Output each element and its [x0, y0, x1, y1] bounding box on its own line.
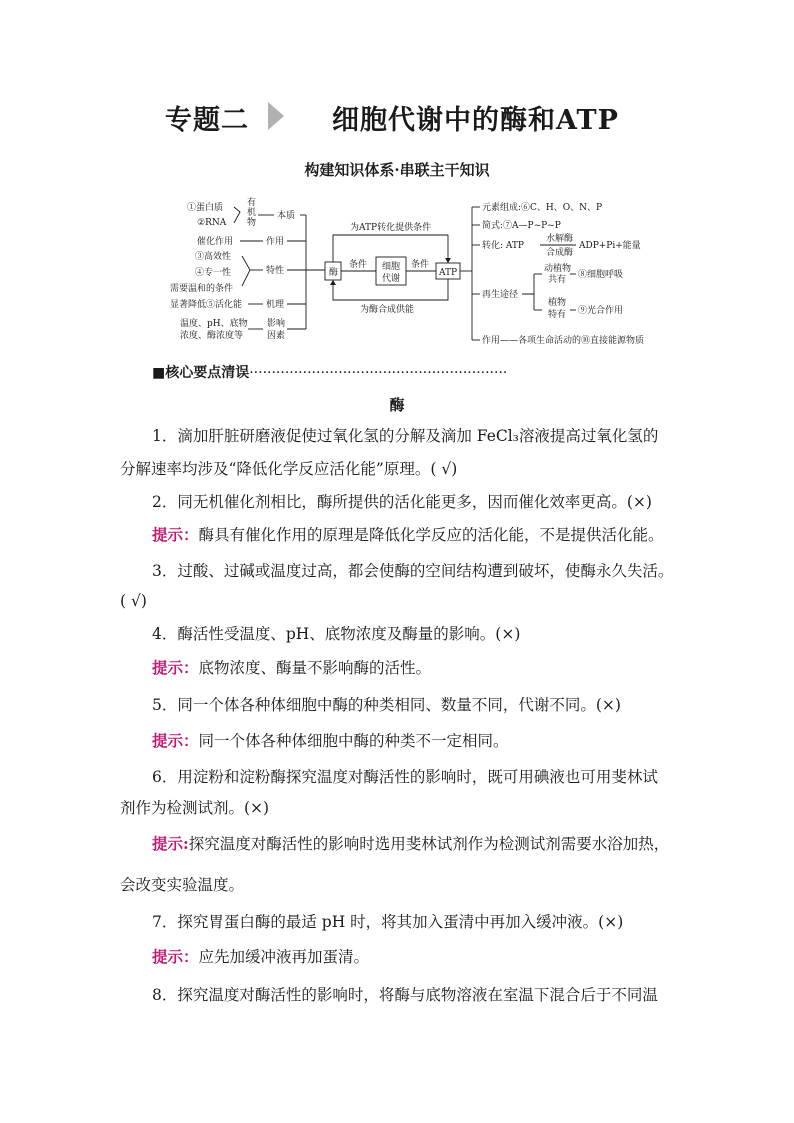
item-3-line-1: 3．过酸、过碱或温度过高，都会使酶的空间结构遭到破坏，使酶永久失活。: [152, 562, 674, 580]
topic-label: 专题二: [165, 105, 249, 136]
dia-brace-1: [234, 207, 240, 223]
dia-cond-left: 条件: [349, 260, 368, 270]
dia-regen: 再生途径: [482, 290, 519, 300]
hint-text: 同一个体各种体细胞中酶的种类不一定相同。: [198, 732, 509, 750]
dia-mechanism: 机理: [266, 300, 285, 310]
dia-elements: 元素组成:⑥C、H、O、N、P: [482, 203, 603, 213]
core-points-heading: [152, 362, 507, 382]
dia-hydrolase: 水解酶: [546, 234, 574, 244]
item-4: 4．酶活性受温度、pH、底物浓度及酶量的影响。(×): [152, 625, 521, 643]
dia-convert-label: 转化: ATP: [482, 241, 524, 251]
dia-influence-1: 影响: [267, 319, 286, 329]
dia-action: 作用: [266, 237, 285, 247]
hint-text: 底物浓度、酶量不影响酶的活性。: [198, 659, 432, 677]
dia-factors-1: 温度、pH、底物: [180, 319, 248, 329]
dia-short-formula: 简式:⑦A—P~P~P: [482, 221, 561, 231]
dia-efficiency: ③高效性: [195, 252, 232, 262]
hint-label: 提示：: [152, 731, 199, 750]
hint-5: [152, 729, 509, 751]
hint-6: [152, 832, 669, 854]
item-3-line-2: ( √): [120, 592, 147, 610]
dia-brace-2: [242, 256, 250, 286]
dia-synthase: 合成酶: [546, 248, 574, 258]
dia-influence-2: 因素: [267, 331, 286, 341]
item-7: 7．探究胃蛋白酶的最适 pH 时，将其加入蛋清中再加入缓冲液。(×): [152, 913, 624, 931]
hint-text: 酶具有催化作用的原理是降低化学反应的活化能，不是提供活化能。: [198, 526, 664, 544]
enzyme-heading: 酶: [389, 396, 405, 414]
dia-bottom-arrow: 为酶合成供能: [360, 305, 415, 315]
dia-plant-1: 植物: [548, 298, 567, 308]
hint-text: 探究温度对酶活性的影响时选用斐林试剂作为检测试剂需要水浴加热，: [188, 835, 670, 853]
dia-enzyme: 酶: [329, 268, 339, 278]
item-1-line-2: 分解速率均涉及“降低化学反应活化能”原理。( √): [120, 460, 458, 478]
title-row: [0, 98, 794, 138]
dia-organic-1: 有: [247, 198, 257, 208]
hint-2: [152, 523, 664, 545]
dia-property: 特性: [266, 266, 285, 276]
hint-label: 提示：: [152, 947, 199, 966]
hint-4: [152, 656, 431, 678]
dotted-leader: ··························································: [249, 365, 508, 381]
dia-top-loop: [333, 235, 448, 263]
dia-rna: ②RNA: [197, 218, 227, 228]
section-subtitle: 构建知识体系·串联主干知识: [304, 161, 490, 179]
dia-products: ADP+Pi+能量: [579, 241, 641, 251]
dia-respiration: ⑧细胞呼吸: [578, 270, 624, 280]
dia-lower: 显著降低⑤活化能: [170, 300, 243, 310]
dia-top-arrow: 为ATP转化提供条件: [350, 223, 432, 233]
item-8-line-1: 8．探究温度对酶活性的影响时，将酶与底物溶液在室温下混合后于不同温: [152, 986, 658, 1004]
dia-cell-2: 代谢: [382, 274, 401, 284]
dia-plant-2: 特有: [548, 310, 567, 320]
dia-organic-2: 机: [247, 208, 257, 218]
hint-text: 应先加缓冲液再加蛋清。: [198, 948, 370, 966]
dia-essence: 本质: [277, 211, 296, 221]
dia-function: 作用——各项生命活动的⑩直接能源物质: [482, 336, 645, 346]
page-title: 细胞代谢中的酶和ATP: [332, 105, 619, 136]
core-points-title: ■核心要点清误: [152, 365, 250, 381]
item-5: 5．同一个体各种体细胞中酶的种类相同、数量不同，代谢不同。(×): [152, 696, 621, 714]
item-6-line-2: 剂作为检测试剂。(×): [120, 799, 270, 817]
dia-catalysis: 催化作用: [197, 237, 234, 247]
dia-animal-2: 共有: [548, 275, 567, 285]
concept-map: [150, 190, 670, 350]
dia-cond-right: 条件: [411, 260, 430, 270]
dia-mild: 需要温和的条件: [170, 284, 234, 294]
dia-atp: ATP: [439, 268, 458, 278]
item-1-line-1: 1．滴加肝脏研磨液促使过氧化氢的分解及滴加 FeCl₃溶液提高过氧化氢的: [152, 427, 659, 445]
concept-map-svg: [150, 190, 670, 350]
hint-label: 提示:: [152, 834, 189, 853]
item-6-line-1: 6．用淀粉和淀粉酶探究温度对酶活性的影响时，既可用碘液也可用斐林试: [152, 768, 658, 786]
dia-organic-3: 物: [247, 218, 257, 228]
hint-6-line-2: 会改变实验温度。: [120, 876, 245, 894]
dia-animal-1: 动植物: [544, 264, 572, 274]
dia-factors-2: 浓度、酶浓度等: [180, 331, 244, 341]
dia-cell-1: 细胞: [382, 262, 401, 272]
dia-specificity: ④专一性: [195, 268, 232, 278]
dia-protein: ①蛋白质: [187, 203, 224, 213]
dia-photosynthesis: ⑨光合作用: [578, 306, 624, 316]
hint-7: [152, 945, 369, 967]
chevron-right-icon: [268, 102, 284, 130]
item-2: 2．同无机催化剂相比，酶所提供的活化能更多，因而催化效率更高。(×): [152, 493, 652, 511]
hint-label: 提示：: [152, 658, 199, 677]
hint-label: 提示：: [152, 525, 199, 544]
